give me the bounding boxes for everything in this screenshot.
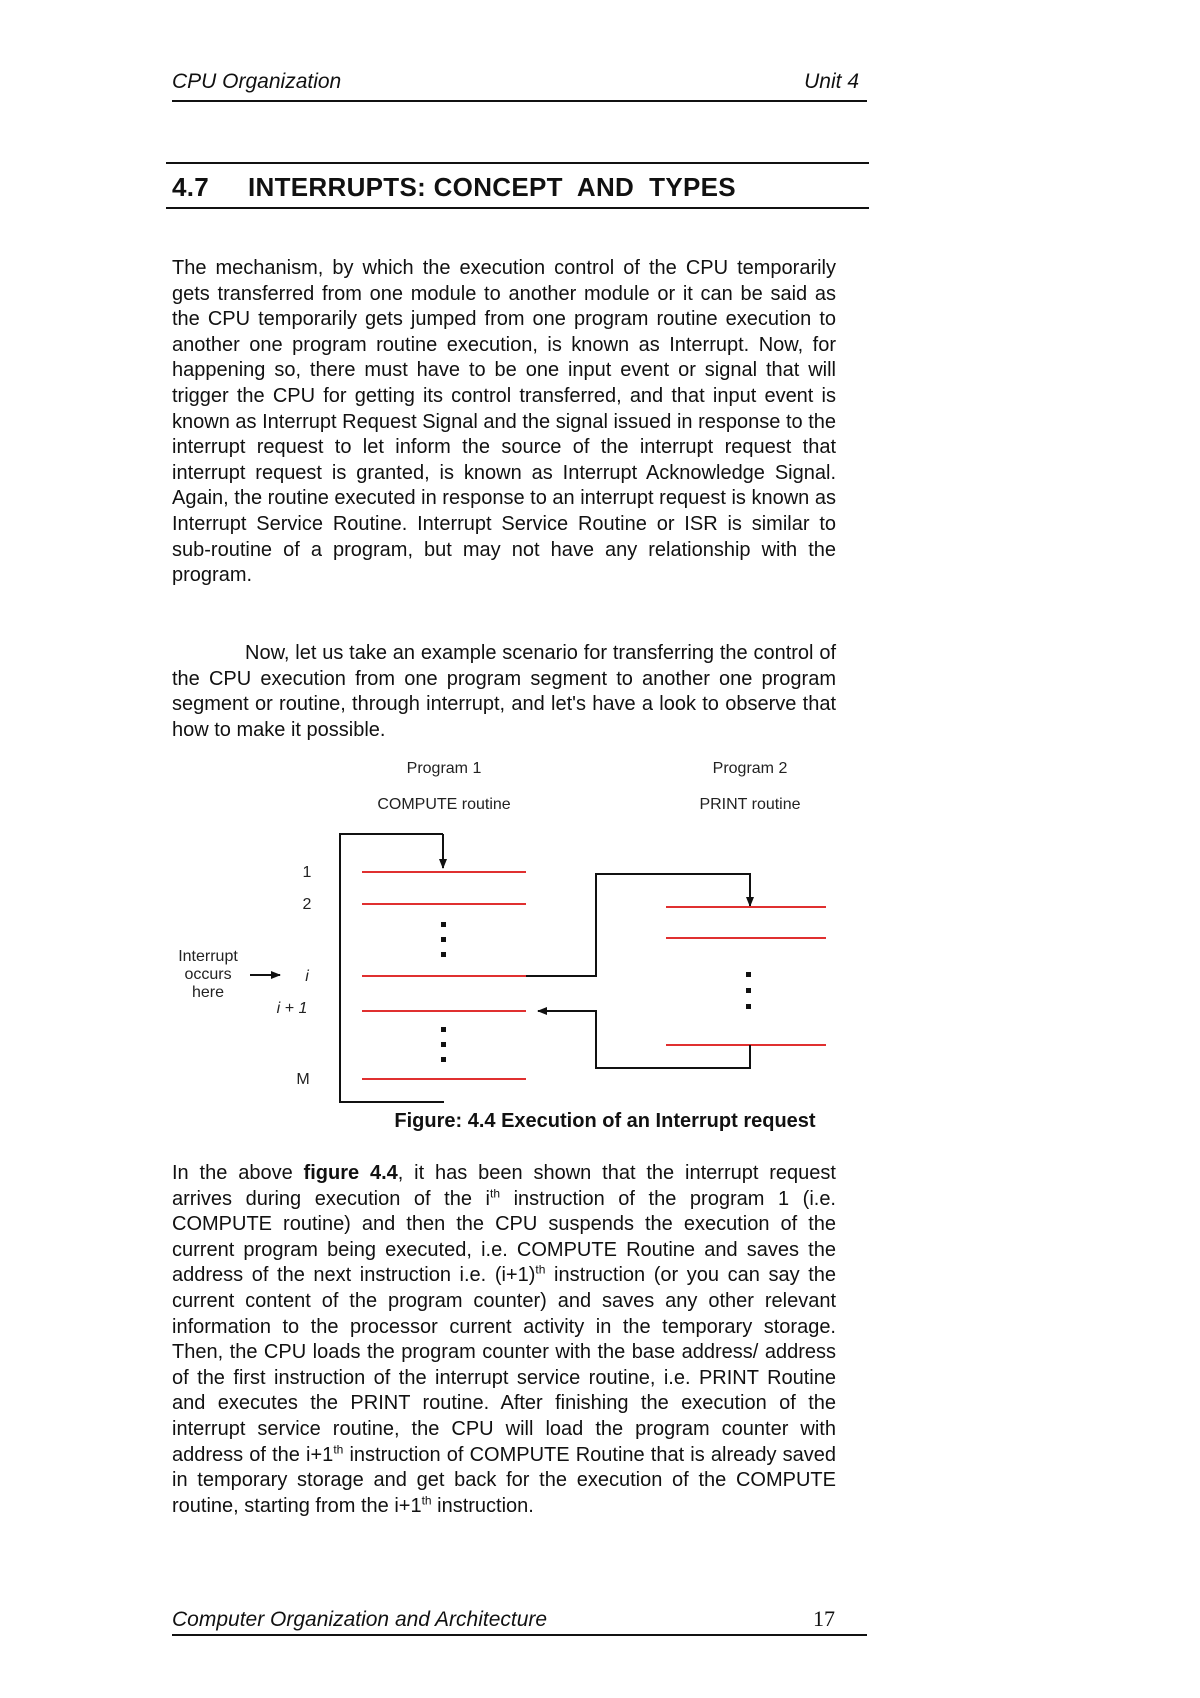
- interrupt-label-line1: Interrupt: [178, 948, 238, 965]
- program2-title: Program 2: [712, 760, 788, 777]
- jump-to-isr-connector: [526, 874, 750, 976]
- book-title: Computer Organization and Architecture: [172, 1608, 548, 1631]
- p1-ellipsis-upper: [441, 922, 446, 957]
- p3-text-1: In the above: [172, 1162, 304, 1184]
- program1-title: Program 1: [406, 760, 482, 777]
- paragraph-example-intro: Now, let us take an example scenario for transferring the control of the CPU execution from one program segment to another one program segment or routine, through interrupt, and let's have a look to observe that how to make it possible.: [172, 642, 836, 741]
- unit-label: Unit 4: [804, 70, 859, 93]
- p3-text-4: instruction (or you can say the current content of the program counter) and saves any other relevant information to the processor current activity in the temporary storage. Then, the CPU loads the program counter with the base address/ address of the first instruction of the interrupt service routine, i.e. PRINT Routine and executes the PRINT routine. After finishing the execution of the interrupt service routine, the CPU will load the program counter with address of the i+1: [172, 1264, 836, 1466]
- program1-routine: COMPUTE routine: [377, 796, 511, 813]
- figure-caption: Figure: 4.4 Execution of an Interrupt request: [394, 1110, 816, 1132]
- section-title: INTERRUPTS: CONCEPT AND TYPES: [248, 172, 736, 202]
- p3-sup-2: th: [535, 1262, 546, 1277]
- p2-ellipsis: [746, 972, 751, 1009]
- chapter-title: CPU Organization: [172, 70, 342, 93]
- p3-text-5: instruction of COMPUTE Routine that is already saved in temporary storage and get back for the execution of the COMPUTE routine, starting from the i+1: [172, 1443, 836, 1517]
- program2-routine: PRINT routine: [699, 796, 801, 813]
- p3-text-3: instruction of the program 1 (i.e. COMPUTE routine) and then the CPU suspends the execution of the current program being executed, i.e. COMPUTE Routine and saves the address of the next instruction i.e. (i+1): [172, 1187, 836, 1287]
- p3-sup-3: th: [333, 1441, 344, 1456]
- page-number: 17: [813, 1606, 835, 1631]
- p1-ellipsis-lower: [441, 1027, 446, 1062]
- p3-figure-ref: figure 4.4: [303, 1162, 398, 1184]
- return-connector: [538, 1011, 750, 1068]
- program1-box: [340, 834, 444, 1102]
- row-label-M: M: [296, 1071, 310, 1088]
- interrupt-label-line2: occurs: [184, 966, 232, 983]
- p3-sup-1: th: [490, 1185, 501, 1200]
- row-label-2: 2: [302, 896, 312, 913]
- row-label-i: i: [305, 968, 309, 985]
- row-label-1: 1: [302, 864, 312, 881]
- p3-text-6: instruction.: [431, 1494, 534, 1517]
- p3-sup-4: th: [421, 1493, 432, 1508]
- section-number: 4.7: [172, 172, 210, 202]
- paragraph-interrupt-definition: The mechanism, by which the execution control of the CPU temporarily gets transferred from one module to another module or it can be said as the CPU temporarily gets jumped from one program routine execution to another one program routine execution, is known as Interrupt. Now, for happening so, there must have to be one input event or signal that will trigger the CPU for getting its control transferred, and that input event is known as Interrupt Request Signal and the signal issued in response to the interrupt request to let inform the source of the interrupt request that interrupt request is granted, is known as Interrupt Acknowledge Signal. Again, the routine executed in response to an interrupt request is known as Interrupt Service Routine. Interrupt Service Routine or ISR is similar to sub-routine of a program, but may not have any relationship with the program.: [172, 257, 836, 587]
- row-label-i1: i + 1: [276, 1000, 308, 1017]
- paragraph-figure-explanation: [172, 1161, 836, 1519]
- page-footer: [172, 1606, 867, 1636]
- p3-text-2: , it has been shown that the interrupt request arrives during execution of the i: [172, 1162, 836, 1210]
- interrupt-label-line3: here: [191, 984, 225, 1001]
